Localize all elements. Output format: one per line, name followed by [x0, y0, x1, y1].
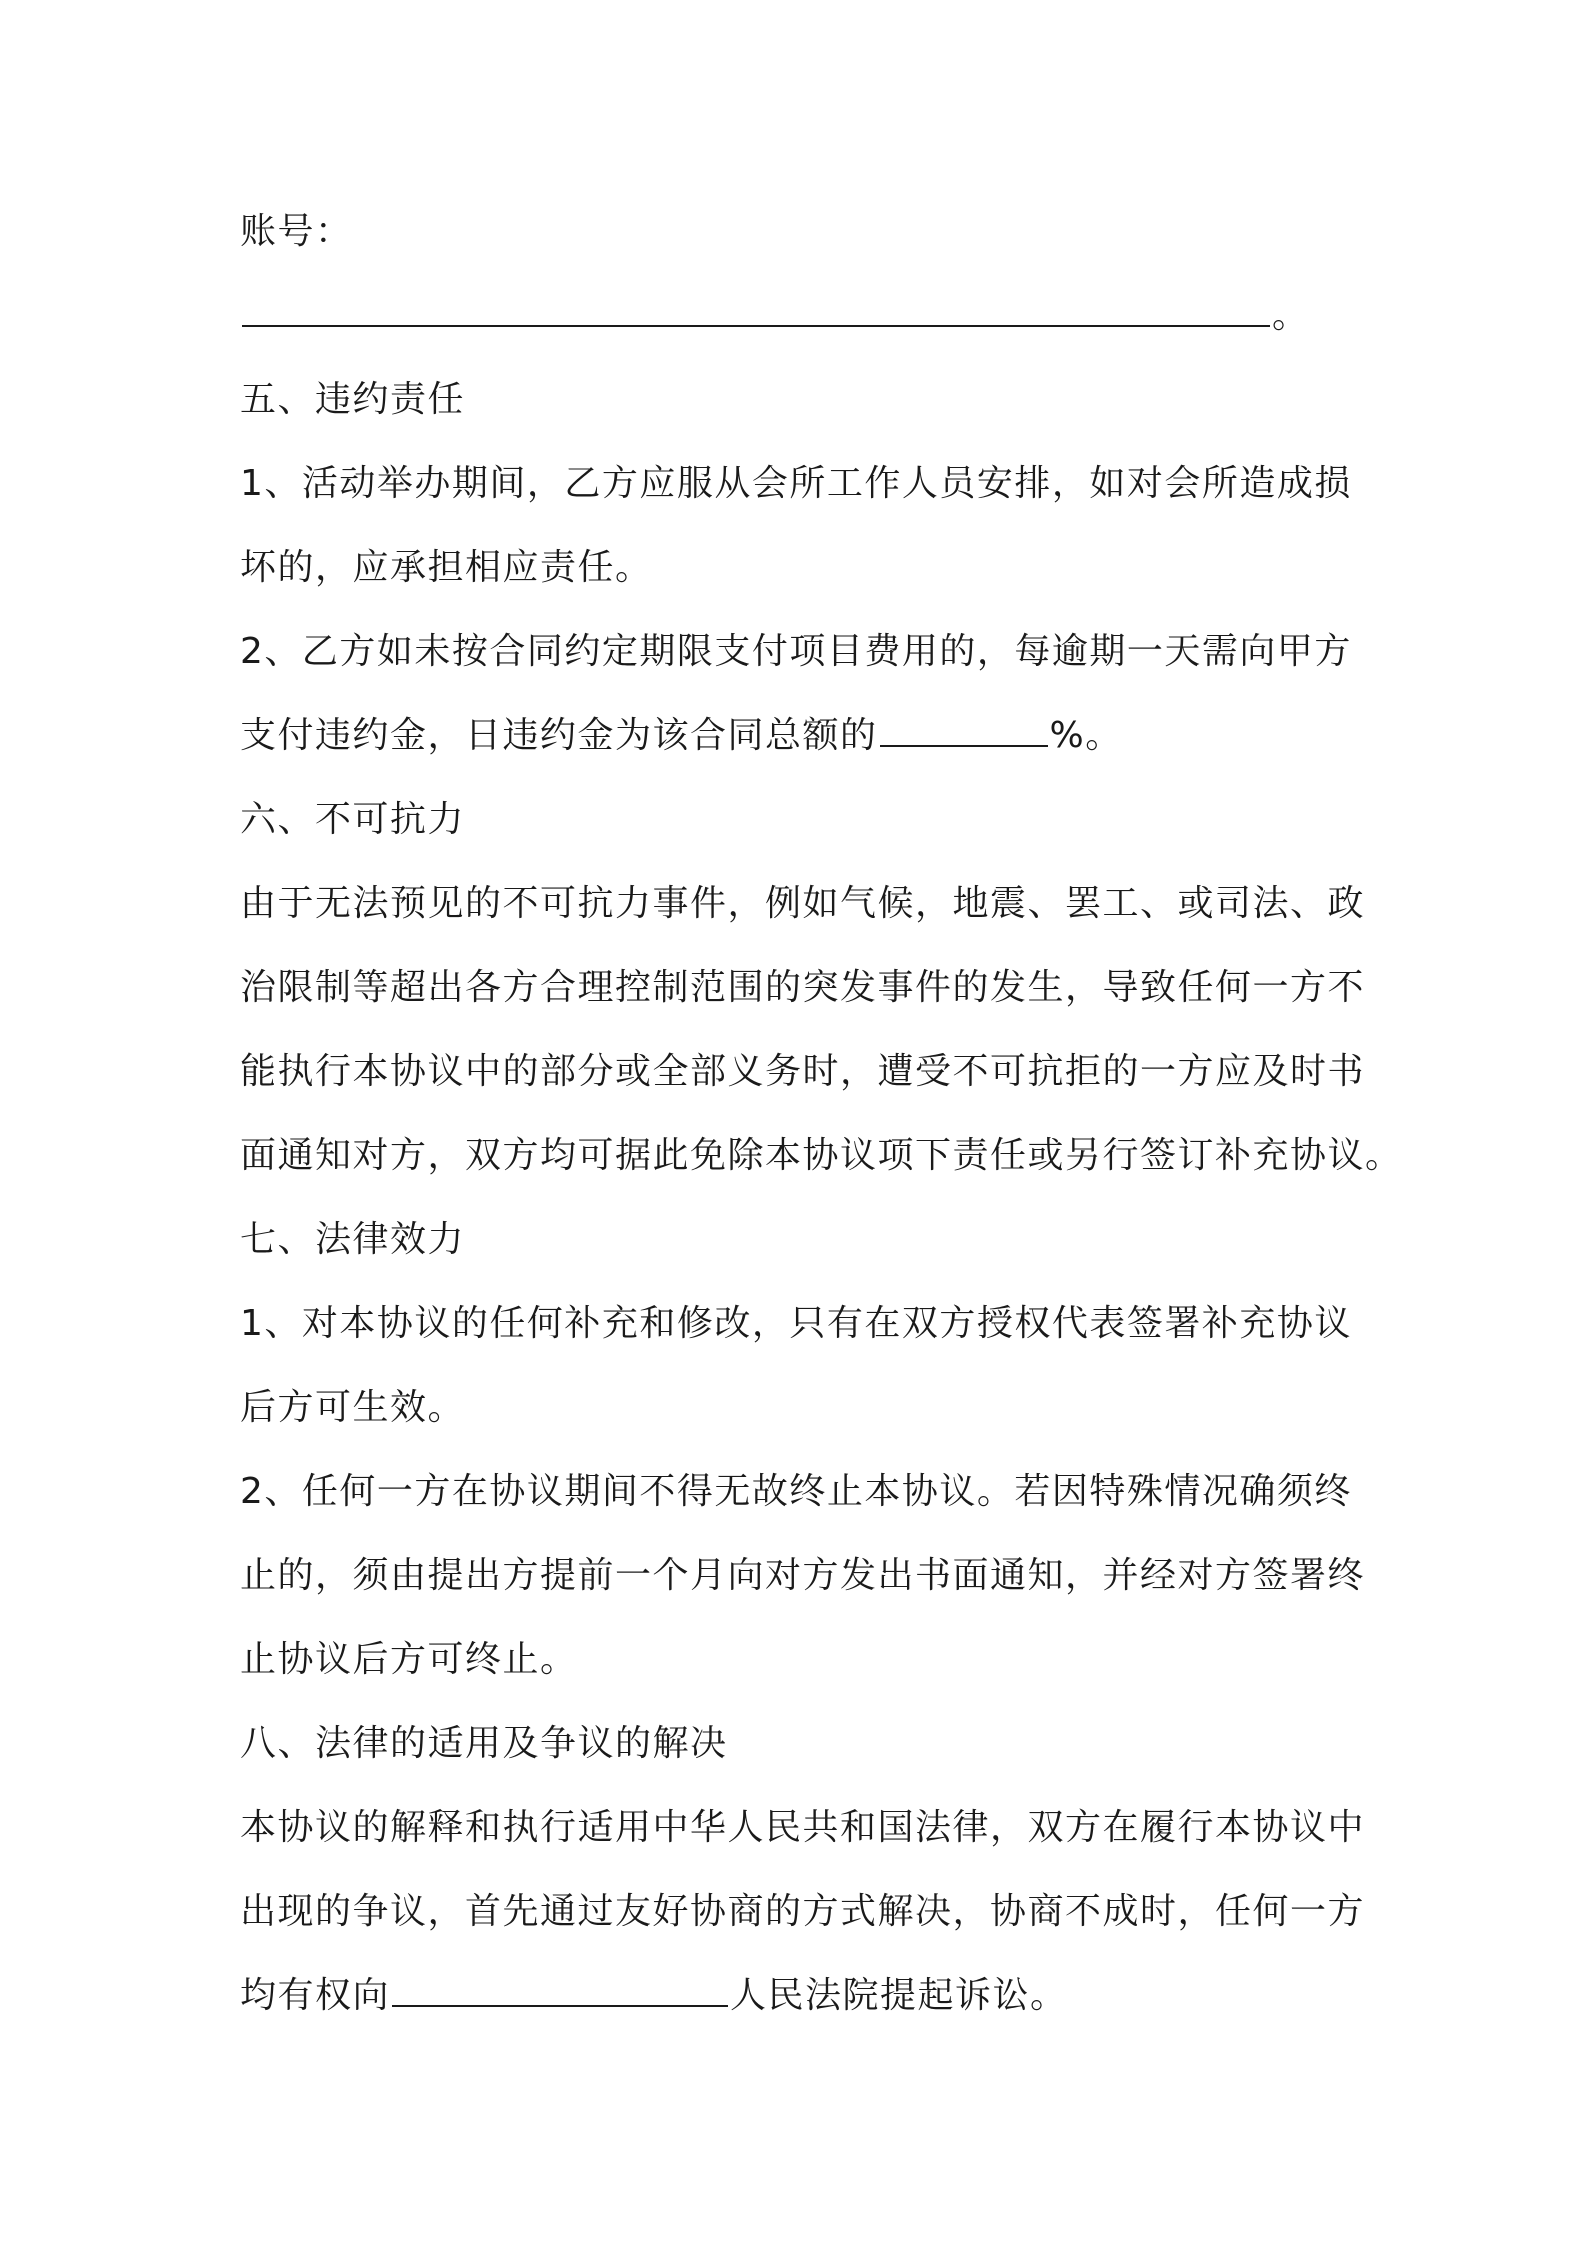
penalty-percent: %。 — [1049, 715, 1123, 756]
section6-heading: 六、不可抗力 — [240, 799, 466, 840]
account-end-punct: 。 — [1272, 295, 1310, 336]
section5-item2-line2 — [240, 694, 1380, 778]
court-text-pre: 均有权向 — [240, 1975, 391, 2016]
account-blank-line — [240, 274, 1380, 358]
section6-line2: 治限制等超出各方合理控制范围的突发事件的发生，导致任何一方不 — [240, 967, 1366, 1008]
section7-heading: 七、法律效力 — [240, 1219, 466, 1260]
section7-item2-line3: 止协议后方可终止。 — [240, 1639, 578, 1680]
section6-line4: 面通知对方，双方均可据此免除本协议项下责任或另行签订补充协议。 — [240, 1135, 1403, 1176]
section8-heading: 八、法律的适用及争议的解决 — [240, 1723, 728, 1764]
penalty-text: 支付违约金，日违约金为该合同总额的 — [240, 715, 878, 756]
section6-line1: 由于无法预见的不可抗力事件，例如气候，地震、罢工、或司法、政 — [240, 883, 1366, 924]
section5-heading: 五、违约责任 — [240, 379, 466, 420]
section7-item2-line2: 止的，须由提出方提前一个月向对方发出书面通知，并经对方签署终 — [240, 1555, 1366, 1596]
section7-item1-line2: 后方可生效。 — [240, 1387, 466, 1428]
section5-item1-line1: 1、活动举办期间，乙方应服从会所工作人员安排，如对会所造成损 — [240, 463, 1352, 504]
account-blank — [242, 279, 1270, 327]
section8-line1: 本协议的解释和执行适用中华人民共和国法律，双方在履行本协议中 — [240, 1807, 1366, 1848]
penalty-rate-blank — [880, 699, 1048, 747]
document-page — [240, 190, 1403, 2038]
section8-line2: 出现的争议，首先通过友好协商的方式解决，协商不成时，任何一方 — [240, 1891, 1366, 1932]
section7-item1-line1: 1、对本协议的任何补充和修改，只有在双方授权代表签署补充协议 — [240, 1303, 1352, 1344]
section7-item2-line1: 2、任何一方在协议期间不得无故终止本协议。若因特殊情况确须终 — [240, 1471, 1352, 1512]
account-label: 账号： — [240, 211, 353, 252]
court-text-post: 人民法院提起诉讼。 — [730, 1975, 1068, 2016]
section8-line3 — [240, 1954, 1380, 2038]
section6-line3: 能执行本协议中的部分或全部义务时，遭受不可抗拒的一方应及时书 — [240, 1051, 1366, 1092]
court-name-blank — [392, 1959, 728, 2007]
section5-item1-line2: 坏的，应承担相应责任。 — [240, 547, 653, 588]
section5-item2-line1: 2、乙方如未按合同约定期限支付项目费用的，每逾期一天需向甲方 — [240, 631, 1352, 672]
